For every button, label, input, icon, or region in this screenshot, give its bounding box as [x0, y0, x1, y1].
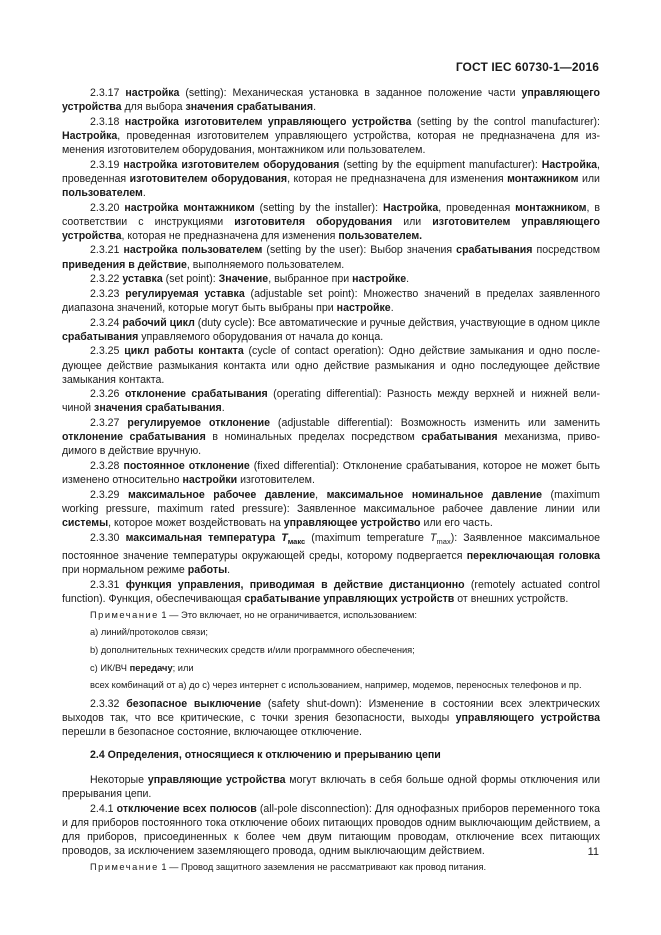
definition-2-3-20: 2.3.20 настройка монтажником (setting by the installer): Настройка, проведенная монтажником, в соответствии с инструкциями изготовителя оборудования или изготовителем управляющего устройства, которая не предназначена для изменения пользователем. — [62, 201, 601, 242]
definition-2-3-27: 2.3.27 регулируемое отклонение (adjustable differential): Возможность изменить или заменить отклонение срабатывания в номинальных пределах посредством срабатывания механизма, приводимого в действие вручную. — [62, 417, 601, 458]
definition-2-3-24: 2.3.24 рабочий цикл (duty cycle): Все автоматические и ручные действия, участвующие в одном цикле срабатывания управляемого оборудования от начала до конца. — [62, 316, 600, 343]
definition-2-3-30: 2.3.30 максимальная температура $T_{макс}$ (maximum temperature $T_{max}$): Заявленное максимальное постоянное значение температуры окружающей среды, которому подвергается переключающая головка при нормальном режиме работы. — [62, 531, 600, 576]
note-2-4-1: Примечание 1 — Провод защитного заземления не рассматривают как провод питания. — [90, 862, 487, 873]
definition-2-3-18: 2.3.18 настройка изготовителем управляющего устройства (setting by the control manufacturer): Настройка, проведенная изготовителем управляющего устройства, которая не предназначена для изменения изготовителем оборудования, монтажником или пользователем. — [62, 115, 600, 156]
definitions-list — [62, 86, 600, 530]
definition-2-3-21: 2.3.21 настройка пользователем (setting by the user): Выбор значения срабатывания посредством приведения в действие, выполняемого пользователем. — [62, 244, 600, 271]
definition-2-3-28: 2.3.28 постоянное отклонение (fixed differential): Отклонение срабатывания, которое не может быть изменено относительно настройки изготовителем. — [62, 459, 600, 487]
definition-2-3-19: 2.3.19 настройка изготовителем оборудования (setting by the equipment manufacturer): Настройка, проведенная изготовителем оборудования, которая не предназначена для изменения монтажником или пользователем. — [62, 158, 600, 199]
section-intro: Некоторые управляющие устройства могут включать в себя больше одной формы отключения или прерывания цепи. — [62, 774, 601, 801]
section-heading: 2.4 Определения, относящиеся к отключению и прерыванию цепи — [90, 749, 441, 762]
definition-2-3-29: 2.3.29 максимальное рабочее давление, максимальное номинальное давление (maximum working pressure, maximum rated pressure): Заявленное максимальное рабочее давление линии или системы, которое может воздействовать на управляющее устройство или его часть. — [62, 488, 600, 529]
definition-2-3-22: 2.3.22 уставка (set point): Значение, выбранное при настройке. — [90, 273, 410, 286]
definition-2-3-25: 2.3.25 цикл работы контакта (cycle of contact operation): Одно действие замыкания и одно последующее действие размыкания контакта или одно действие размыкания и одно последующее действие замыкания контакта. — [62, 345, 600, 386]
definition-2-3-17: 2.3.17 настройка (setting): Механическая установка в заданное положение части управляющего устройства для выбора значения срабатывания. — [62, 87, 600, 114]
document-body — [62, 86, 600, 879]
page-number: 11 — [587, 846, 599, 858]
note-2-3-31: Примечание 1 — Это включает, но не ограничивается, использованием: a) линий/протоколов связи; b) дополнительных технических средств и/или программного обеспечения; c) ИК/ВЧ передачу; или всех комбинаций от a) до c) через интернет с использованием, например, модемов, переносных телефонов и пр. — [90, 609, 582, 691]
definition-2-3-26: 2.3.26 отклонение срабатывания (operating differential): Разность между верхней и нижней величиной значения срабатывания. — [62, 388, 600, 415]
definition-2-4-1: 2.4.1 отключение всех полюсов (all-pole disconnection): Для однофазных приборов переменного тока и для приборов постоянного тока отключение обоих питающих проводов одним выключающим действием, а для приборов, присоединенных к более чем двум питающим проводам, отключение всех питающих проводов, за исключением заземляющего провода, одним выключающим действием. — [62, 802, 600, 858]
definition-2-3-23: 2.3.23 регулируемая уставка (adjustable set point): Множество значений в пределах заявленного диапазона значений, которые могут быть выбраны при настройке. — [62, 287, 601, 314]
document-id: ГОСТ IEC 60730-1—2016 — [455, 60, 599, 74]
definition-2-3-31: 2.3.31 функция управления, приводимая в действие дистанционно (remotely actuated control function). Функция, обеспечивающая срабатывание управляющих устройств от внешних устройств. — [62, 578, 600, 605]
definition-2-3-32: 2.3.32 безопасное выключение (safety shut-down): Изменение в состоянии всех электрических выходов так, что все критические, с точки зрения безопасности, выходы управляющего устройства перешли в безопасное состояние, включающее отключение. — [62, 697, 600, 738]
